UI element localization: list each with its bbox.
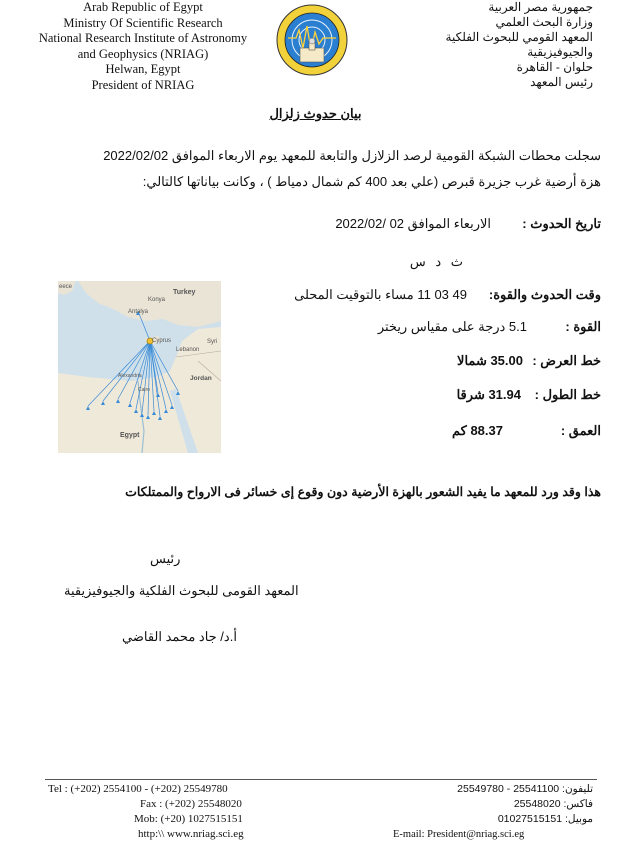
header-en-line: and Geophysics (NRIAG) — [77, 46, 209, 61]
header-en-line: President of NRIAG — [91, 77, 195, 92]
header-ar-line: وزارة البحث العلمي — [495, 15, 593, 29]
footer-divider — [45, 779, 597, 780]
date-value: الاربعاء الموافق 02 /2022/02 — [335, 216, 491, 231]
footer-email: E-mail: President@nriag.sci.eg — [393, 829, 525, 840]
nriag-logo — [276, 4, 348, 76]
arabic-header — [383, 0, 593, 90]
english-header — [18, 0, 268, 93]
header-en-line: National Research Institute of Astronomy — [38, 31, 248, 45]
epicenter-map-graphic — [58, 281, 221, 453]
latitude-label: خط العرض : — [532, 353, 601, 368]
header-en-line: Arab Republic of Egypt — [83, 0, 203, 14]
magnitude-label: القوة : — [565, 319, 601, 334]
map-label-greece: eece — [59, 284, 73, 290]
intro-line-2: هزة أرضية غرب جزيرة قبرص (علي بعد 400 كم شمال دمياط ) ، وكانت بياناتها كالتالي: — [142, 174, 601, 189]
header-en-line: Helwan, Egypt — [105, 62, 181, 76]
document-title: بيان حدوث زلزال — [269, 106, 362, 121]
header-ar-line: حلوان - القاهرة — [516, 60, 593, 74]
longitude-label: خط الطول : — [534, 387, 601, 402]
map-label-syria: Syri — [207, 339, 218, 345]
header-ar-line: رئيس المعهد — [530, 75, 593, 89]
time-value: 49 03 11 مساء بالتوقيت المحلى — [294, 287, 467, 302]
map-label-lebanon: Lebanon — [176, 347, 200, 353]
footer-fax: Fax : (+202) 25548020 — [140, 798, 242, 810]
time-units: ث د س — [409, 254, 463, 269]
signature-institute: المعهد القومى للبحوث الفلكية والجيوفيزيقية — [64, 583, 299, 598]
depth-label: العمق : — [560, 423, 601, 438]
footer-tel: Tel : (+202) 2554100 - (+202) 25549780 — [48, 783, 228, 795]
footer-mobile: Mob: (+20) 1027515151 — [134, 813, 243, 825]
intro-line-1: سجلت محطات الشبكة القومية لرصد الزلازل والتابعة للمعهد يوم الاربعاء الموافق 2022/02/02 — [103, 148, 601, 163]
statement: هذا وقد ورد للمعهد ما يفيد الشعور بالهزة الأرضية دون وقوع إى خسائر فى الارواح والممتلكات — [125, 485, 601, 499]
map-label-jordan: Jordan — [190, 375, 212, 382]
date-label: تاريخ الحدوث : — [522, 216, 601, 231]
footer-tel-ar: تليفون: 25541100 - 25549780 — [457, 783, 593, 795]
latitude-value: 35.00 شمالا — [457, 353, 523, 368]
footer-website: http:\\ www.nriag.sci.eg — [138, 828, 244, 840]
signature-title: رئيس — [150, 551, 181, 566]
map-label-konya: Konya — [148, 297, 166, 303]
footer-mobile-ar: موبيل: 01027515151 — [497, 813, 593, 825]
footer-contacts-ar — [393, 782, 593, 842]
magnitude-value: 5.1 درجة على مقياس ريختر — [377, 319, 527, 334]
header-ar-line: المعهد القومي للبحوث الفلكية والجيوفيزيقية — [445, 30, 593, 59]
footer-contacts-en — [30, 782, 260, 842]
longitude-value: 31.94 شرقا — [456, 387, 521, 402]
map-label-cyprus: Cyprus — [152, 338, 172, 344]
map-label-turkey: Turkey — [173, 289, 196, 296]
map-label-cairo: Cairo — [138, 387, 150, 393]
map-label-egypt: Egypt — [120, 432, 140, 439]
signature-name: أ.د/ جاد محمد القاضي — [122, 629, 237, 644]
header-ar-line: جمهورية مصر العربية — [488, 0, 593, 14]
time-label: وقت الحدوث والقوة: — [488, 287, 601, 302]
footer-fax-ar: فاكس: 25548020 — [513, 798, 593, 810]
map-label-alexandria: Alexandria — [118, 373, 142, 379]
map-label-antalya: Antalya — [128, 309, 149, 315]
depth-value: 88.37 كم — [452, 423, 503, 438]
header-en-line: Ministry Of Scientific Research — [63, 15, 223, 30]
epicenter-map — [58, 281, 221, 453]
